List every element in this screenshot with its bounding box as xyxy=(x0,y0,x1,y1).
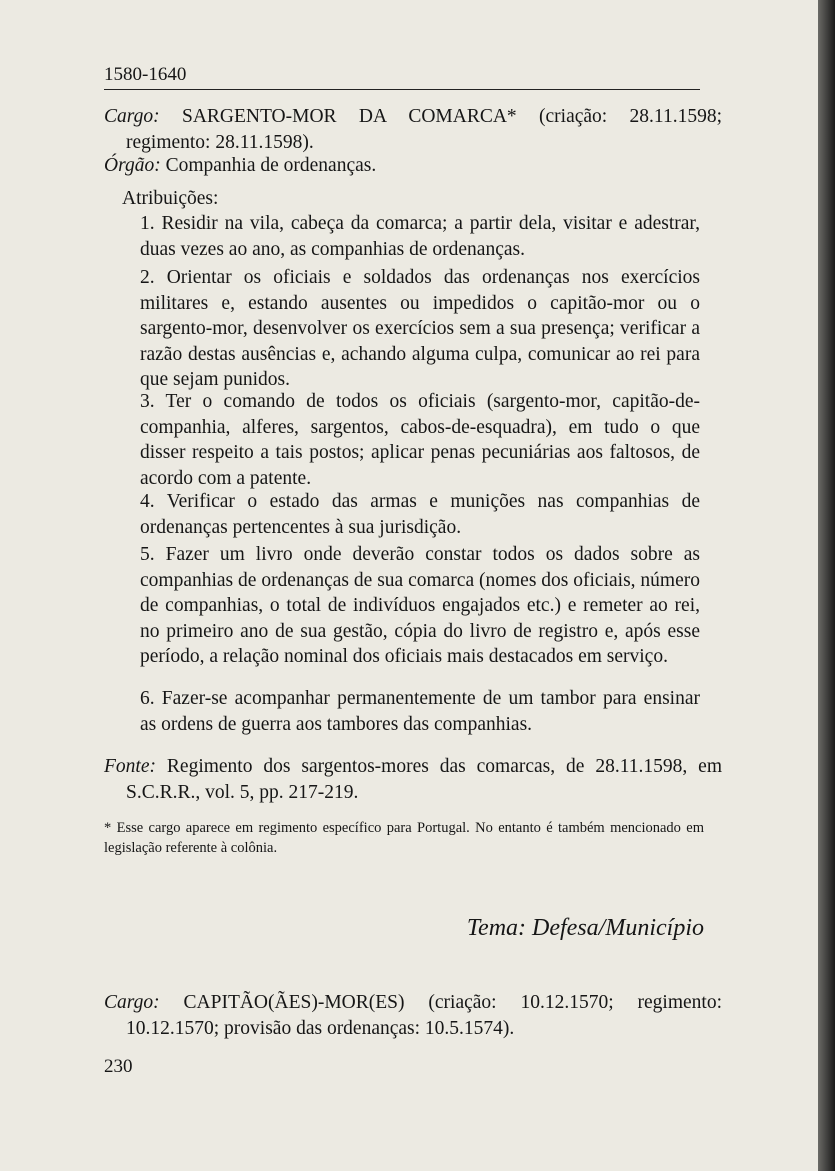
atribuicoes-heading: Atribuições: xyxy=(122,188,219,209)
cargo-text-2: CAPITÃO(ÃES)-MOR(ES) (criação: 10.12.1570; regimento: 10.12.1570; provisão das ordenanças: 10.5.1574). xyxy=(126,992,722,1039)
atribuicao-item-6: 6. Fazer-se acompanhar permanentemente de um tambor para ensinar as ordens de guerra aos tambores das companhias. xyxy=(140,688,700,735)
orgao-text: Companhia de ordenanças. xyxy=(165,155,377,176)
fonte-line xyxy=(104,754,722,806)
atribuicao-item-3: 3. Ter o comando de todos os oficiais (sargento-mor, capitão-de-companhia, alferes, sargentos, cabos-de-esquadra), em tudo o que disser respeito a tais postos; aplicar penas pecuniárias aos faltosos, de acordo com a patente. xyxy=(140,391,700,489)
atribuicao-item-2: 2. Orientar os oficiais e soldados das ordenanças nos exercícios militares e, estando ausentes ou impedidos o capitão-mor ou o sargento-mor, desenvolver os exercícios sem a sua presença; verificar a razão destas ausências e, achando alguma culpa, comunicar ao rei para que sejam punidos. xyxy=(140,267,700,390)
page-edge-shadow xyxy=(818,0,835,1171)
cargo-label: Cargo: xyxy=(104,106,160,127)
tema-heading: Tema: Defesa/Município xyxy=(466,915,704,941)
atribuicao-item-4: 4. Verificar o estado das armas e munições nas companhias de ordenanças pertencentes à sua jurisdição. xyxy=(140,491,700,538)
header-rule xyxy=(104,89,700,90)
atribuicao-item-1: 1. Residir na vila, cabeça da comarca; a partir dela, visitar e adestrar, duas vezes ao ano, as companhias de ordenanças. xyxy=(140,213,700,260)
page-number: 230 xyxy=(104,1056,133,1077)
atribuicao-item-5: 5. Fazer um livro onde deverão constar todos os dados sobre as companhias de ordenanças de sua comarca (nomes dos oficiais, número de companhias, o total de indivíduos engajados etc.) e remeter ao rei, no primeiro ano de sua gestão, cópia do livro de registro e, após esse período, a relação nominal dos oficiais mais destacados em serviço. xyxy=(140,544,700,667)
cargo-label-2: Cargo: xyxy=(104,992,160,1013)
fonte-label: Fonte: xyxy=(104,756,156,777)
cargo-text: SARGENTO-MOR DA COMARCA* (criação: 28.11.1598; regimento: 28.11.1598). xyxy=(126,106,722,153)
orgao-label: Órgão: xyxy=(104,155,161,176)
cargo-line-2 xyxy=(104,990,722,1042)
fonte-text: Regimento dos sargentos-mores das comarcas, de 28.11.1598, em S.C.R.R., vol. 5, pp. 217-219. xyxy=(126,756,722,803)
footnote: * Esse cargo aparece em regimento específico para Portugal. No entanto é também mencionado em legislação referente à colônia. xyxy=(104,820,704,856)
running-head: 1580-1640 xyxy=(104,64,187,85)
cargo-line xyxy=(104,104,722,156)
orgao-line xyxy=(104,153,700,179)
